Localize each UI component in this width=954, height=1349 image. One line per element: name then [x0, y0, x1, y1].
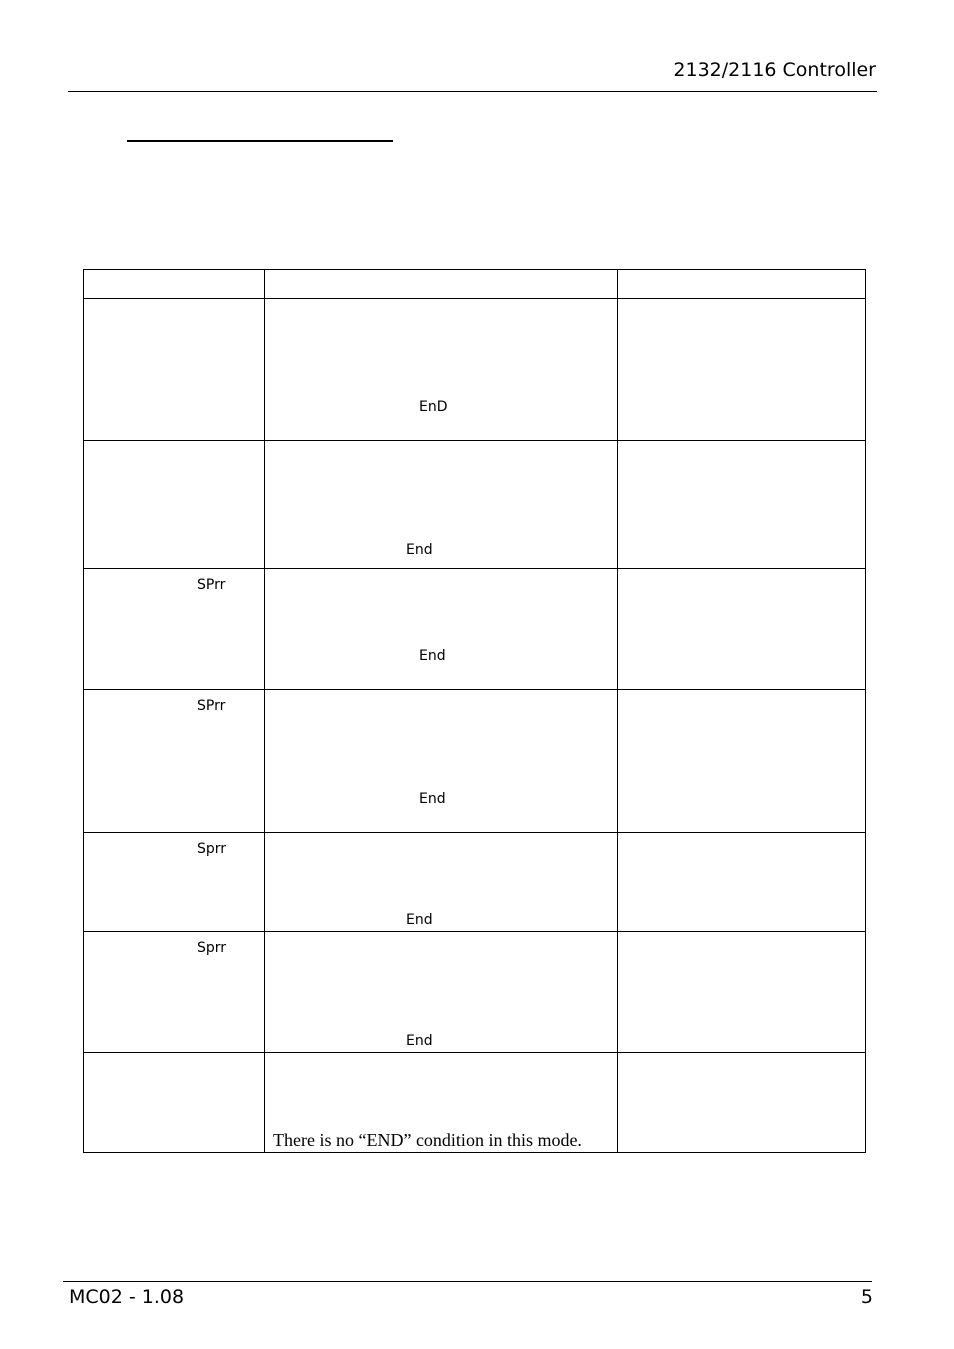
- footer-page-number: 5: [860, 1286, 873, 1308]
- table-cell-end-condition: End: [406, 542, 433, 558]
- mode-table: [83, 269, 866, 1153]
- table-cell-mode-code: Sprr: [197, 841, 227, 857]
- table-row-divider: [83, 832, 866, 833]
- table-border-top: [83, 269, 866, 270]
- table-cell-end-condition: End: [419, 791, 446, 807]
- document-header-title: 2132/2116 Controller: [673, 59, 876, 81]
- table-cell-end-condition: EnD: [419, 399, 448, 415]
- table-border-left: [83, 269, 84, 1153]
- section-heading-underline: [127, 140, 393, 142]
- footer-rule: [63, 1281, 872, 1282]
- table-column-divider: [617, 269, 618, 1153]
- table-row-divider: [83, 440, 866, 441]
- table-cell-mode-code: SPrr: [197, 577, 226, 593]
- table-row-divider: [83, 1052, 866, 1053]
- table-header-divider: [83, 298, 866, 299]
- footer-document-id: MC02 - 1.08: [69, 1286, 185, 1308]
- table-cell-end-condition: End: [419, 648, 446, 664]
- table-border-bottom: [83, 1152, 866, 1153]
- table-cell-mode-code: SPrr: [197, 698, 226, 714]
- table-row-divider: [83, 568, 866, 569]
- table-cell-no-end-note: There is no “END” condition in this mode.: [273, 1130, 582, 1150]
- table-row-divider: [83, 689, 866, 690]
- table-row-divider: [83, 931, 866, 932]
- table-cell-end-condition: End: [406, 1033, 433, 1049]
- table-border-right: [865, 269, 866, 1153]
- table-cell-mode-code: Sprr: [197, 940, 227, 956]
- header-rule: [68, 91, 877, 92]
- table-cell-end-condition: End: [406, 912, 433, 928]
- table-column-divider: [264, 269, 265, 1153]
